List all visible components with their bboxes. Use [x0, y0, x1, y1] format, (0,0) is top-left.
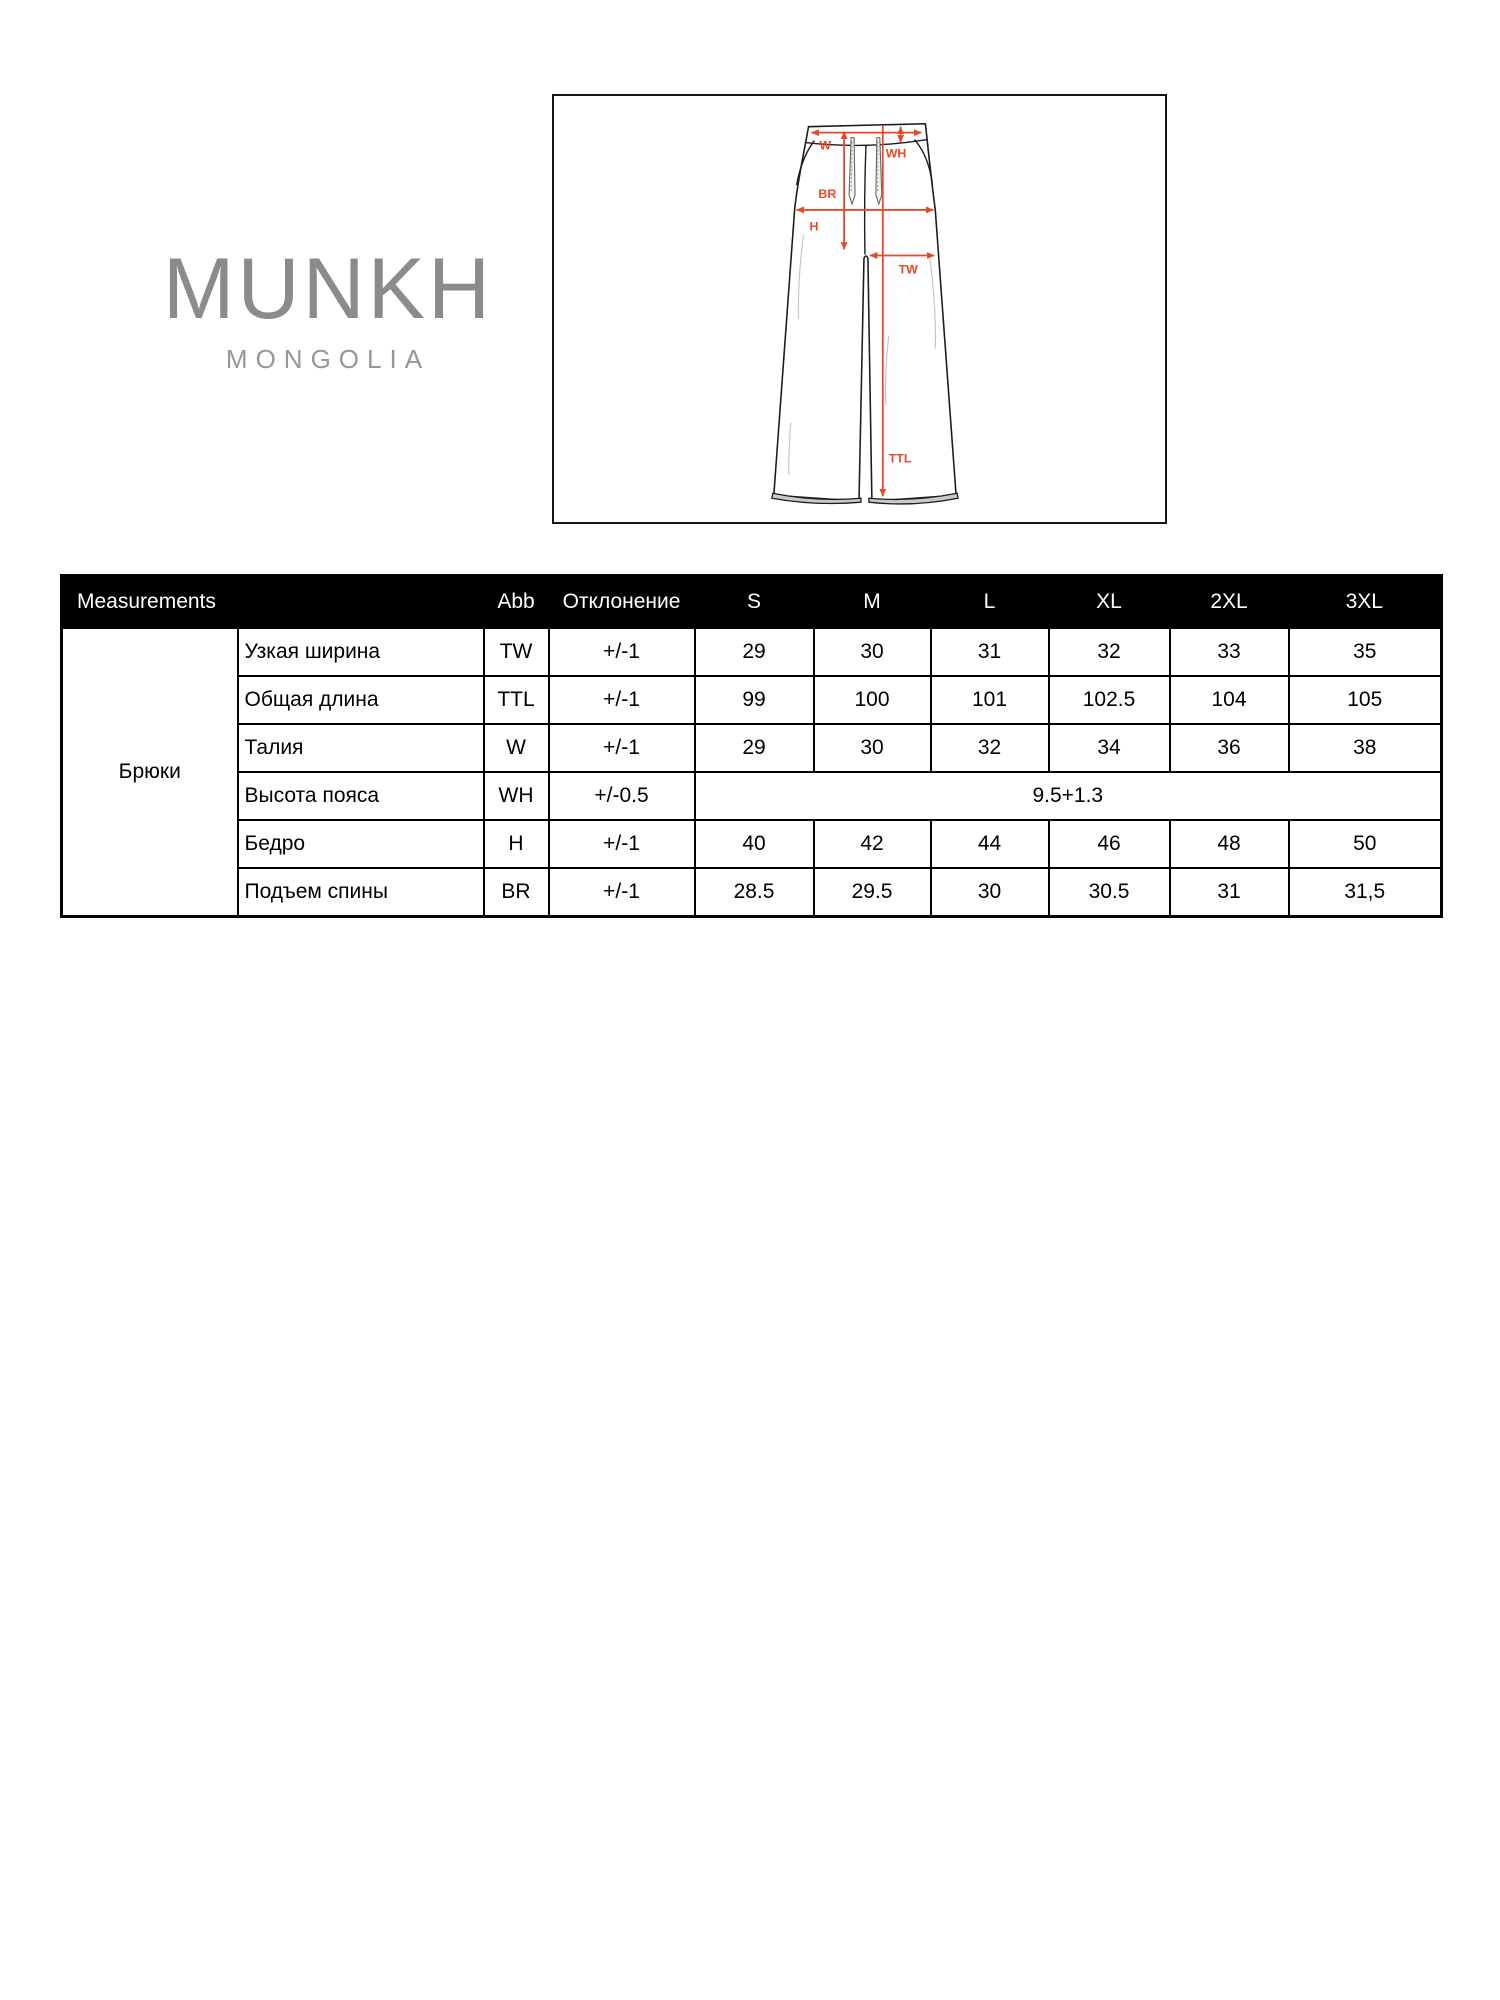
row-label: Подъем спины	[238, 868, 484, 917]
table-row	[62, 772, 1442, 820]
row-label: Талия	[238, 724, 484, 772]
row-deviation: +/-1	[549, 628, 695, 676]
table-row	[62, 820, 1442, 868]
row-label: Узкая ширина	[238, 628, 484, 676]
merged-value-cell: 9.5+1.3	[695, 772, 1442, 820]
value-cell: 30	[814, 628, 931, 676]
value-cell: 104	[1170, 676, 1289, 724]
value-cell: 102.5	[1049, 676, 1170, 724]
value-cell: 100	[814, 676, 931, 724]
header-size-3xl: 3XL	[1289, 576, 1442, 629]
row-deviation: +/-1	[549, 820, 695, 868]
row-abb: H	[484, 820, 549, 868]
value-cell: 33	[1170, 628, 1289, 676]
value-cell: 46	[1049, 820, 1170, 868]
header-size-xl: XL	[1049, 576, 1170, 629]
table-row	[62, 724, 1442, 772]
value-cell: 40	[695, 820, 814, 868]
value-cell: 44	[931, 820, 1049, 868]
header-deviation: Отклонение	[549, 576, 695, 629]
value-cell: 32	[1049, 628, 1170, 676]
value-cell: 48	[1170, 820, 1289, 868]
header-measurements: Measurements	[62, 576, 484, 629]
table-row	[62, 676, 1442, 724]
brand-subtitle: MONGOLIA	[225, 344, 431, 374]
value-cell: 38	[1289, 724, 1442, 772]
measurements-table-wrap	[60, 574, 1440, 918]
measurement-diagram-box	[552, 94, 1167, 524]
label-wh-icon: WH	[885, 146, 907, 161]
value-cell: 105	[1289, 676, 1442, 724]
header-size-m: M	[814, 576, 931, 629]
value-cell: 31	[1170, 868, 1289, 917]
value-cell: 101	[931, 676, 1049, 724]
label-br-icon: BR	[818, 187, 837, 202]
value-cell: 36	[1170, 724, 1289, 772]
value-cell: 32	[931, 724, 1049, 772]
row-deviation: +/-1	[549, 676, 695, 724]
value-cell: 29.5	[814, 868, 931, 917]
brand-name: MUNKH	[162, 241, 494, 337]
table-row	[62, 868, 1442, 917]
row-label: Общая длина	[238, 676, 484, 724]
value-cell: 30	[814, 724, 931, 772]
value-cell: 31,5	[1289, 868, 1442, 917]
value-cell: 29	[695, 724, 814, 772]
table-row	[62, 628, 1442, 676]
header-size-l: L	[931, 576, 1049, 629]
row-abb: WH	[484, 772, 549, 820]
row-deviation: +/-1	[549, 724, 695, 772]
row-label: Высота пояса	[238, 772, 484, 820]
category-cell: Брюки	[62, 628, 238, 917]
measurements-table	[60, 574, 1443, 918]
row-abb: W	[484, 724, 549, 772]
row-label: Бедро	[238, 820, 484, 868]
header-size-s: S	[695, 576, 814, 629]
value-cell: 30	[931, 868, 1049, 917]
label-tw-icon: TW	[898, 262, 918, 277]
value-cell: 31	[931, 628, 1049, 676]
label-h-icon: H	[809, 219, 819, 234]
value-cell: 34	[1049, 724, 1170, 772]
row-abb: TW	[484, 628, 549, 676]
row-abb: TTL	[484, 676, 549, 724]
row-deviation: +/-1	[549, 868, 695, 917]
value-cell: 28.5	[695, 868, 814, 917]
table-header-row	[62, 576, 1442, 629]
label-ttl-icon: TTL	[888, 451, 912, 466]
row-abb: BR	[484, 868, 549, 917]
brand-logo	[140, 241, 516, 375]
value-cell: 99	[695, 676, 814, 724]
value-cell: 50	[1289, 820, 1442, 868]
label-w-icon: W	[819, 138, 832, 153]
value-cell: 30.5	[1049, 868, 1170, 917]
value-cell: 29	[695, 628, 814, 676]
value-cell: 35	[1289, 628, 1442, 676]
header-size-2xl: 2XL	[1170, 576, 1289, 629]
header-abb: Abb	[484, 576, 549, 629]
value-cell: 42	[814, 820, 931, 868]
pants-technical-drawing	[554, 96, 1165, 522]
row-deviation: +/-0.5	[549, 772, 695, 820]
